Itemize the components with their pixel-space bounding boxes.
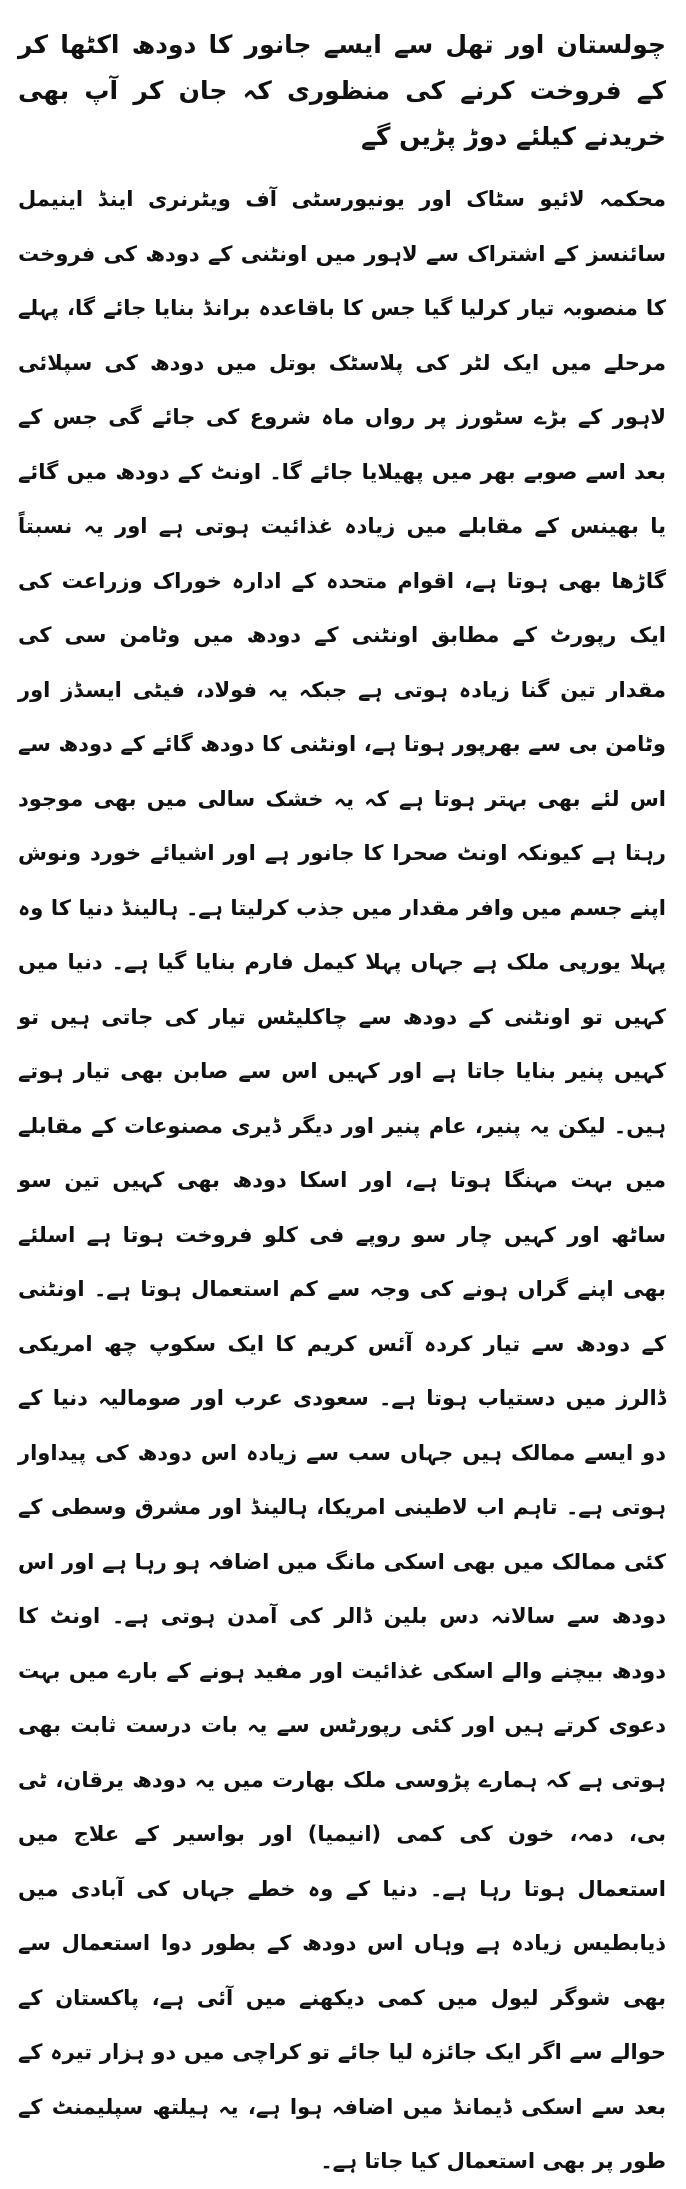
article-headline: چولستان اور تھل سے ایسے جانور کا دودھ اکٹھا کر کے فروخت کرنے کی منظوری کہ جان کر آپ بھی خریدنے کیلئے دوڑ پڑیں گے (18, 30, 666, 151)
article-body: محکمہ لائیو سٹاک اور یونیورسٹی آف ویٹرنری اینڈ اینیمل سائنسز کے اشتراک سے لاہور میں اونٹنی کے دودھ کی فروخت کا منصوبہ تیار کرلیا گیا جس کا باقاعدہ برانڈ بنایا جائے گا، پہلے مرحلے میں ایک لٹر کی پلاسٹک بوتل میں دودھ کی سپلائی لاہور کے بڑے سٹورز پر رواں ماہ شروع کی جائے گی جس کے بعد اسے صوبے بھر میں پھیلایا جائے گا۔ اونٹ کے دودھ میں گائے یا بھینس کے مقابلے میں زیادہ غذائیت ہوتی ہے اور یہ نسبتاً گاڑھا بھی ہوتا ہے، اقوام متحدہ کے ادارہ خوراک وزراعت کی ایک رپورٹ کے مطابق اونٹنی کے دودھ میں وٹامن سی کی مقدار تین گنا زیادہ ہوتی ہے جبکہ یہ فولاد، فیٹی ایسڈز اور وٹامن بی سے بھرپور ہوتا ہے، اونٹنی کا دودھ گائے کے دودھ سے اس لئے بھی بہتر ہوتا ہے کہ یہ خشک سالی میں بھی موجود رہتا ہے کیونکہ اونٹ صحرا کا جانور ہے اور اشیائے خورد ونوش اپنے جسم میں وافر مقدار میں جذب کرلیتا ہے۔ ہالینڈ دنیا کا وہ پہلا یورپی ملک ہے جہاں پہلا کیمل فارم بنایا گیا ہے۔ دنیا میں کہیں تو اونٹنی کے دودھ سے چاکلیٹس تیار کی جاتی ہیں تو کہیں پنیر بنایا جاتا ہے اور کہیں اس سے صابن بھی تیار ہوتے ہیں۔ لیکن یہ پنیر، عام پنیر اور دیگر ڈیری مصنوعات کے مقابلے میں بہت مہنگا ہوتا ہے، اور اسکا دودھ بھی کہیں تین سو ساٹھ اور کہیں چار سو روپے فی کلو فروخت ہوتا ہے اسلئے بھی اپنے گراں ہونے کی وجہ سے کم استعمال ہوتا ہے۔ اونٹنی کے دودھ سے تیار کردہ آئس کریم کا ایک سکوپ چھ امریکی ڈالرز میں دستیاب ہوتا ہے۔ سعودی عرب اور صومالیہ دنیا کے دو ایسے ممالک ہیں جہاں سب سے زیادہ اس دودھ کی پیداوار ہوتی ہے۔ تاہم اب لاطینی امریکا، ہالینڈ اور مشرق وسطی کے کئی ممالک میں بھی اسکی مانگ میں اضافہ ہو رہا ہے اور اس دودھ سے سالانہ دس بلین ڈالر کی آمدن ہوتی ہے۔ اونٹ کا دودھ بیچنے والے اسکی غذائیت اور مفید ہونے کے بارے میں بہت دعوی کرتے ہیں اور کئی رپورٹس سے یہ بات درست ثابت بھی ہوتی ہے کہ ہمارے پڑوسی ملک بھارت میں یہ دودھ یرقان، ٹی بی، دمہ، خون کی کمی (انیمیا) اور بواسیر کے علاج میں استعمال ہوتا رہا ہے۔ دنیا کے وہ خطے جہاں کی آبادی میں ذیابطیس زیادہ ہے وہاں اس دودھ کے بطور دوا استعمال سے بھی شوگر لیول میں کمی دیکھنے میں آئی ہے، پاکستان کے حوالے سے اگر ایک جائزہ لیا جائے تو کراچی میں دو ہزار تیرہ کے بعد سے اسکی ڈیمانڈ میں اضافہ ہوا ہے، یہ ہیلتھ سپلیمنٹ کے طور پر بھی استعمال کیا جاتا ہے۔ (18, 187, 666, 2173)
